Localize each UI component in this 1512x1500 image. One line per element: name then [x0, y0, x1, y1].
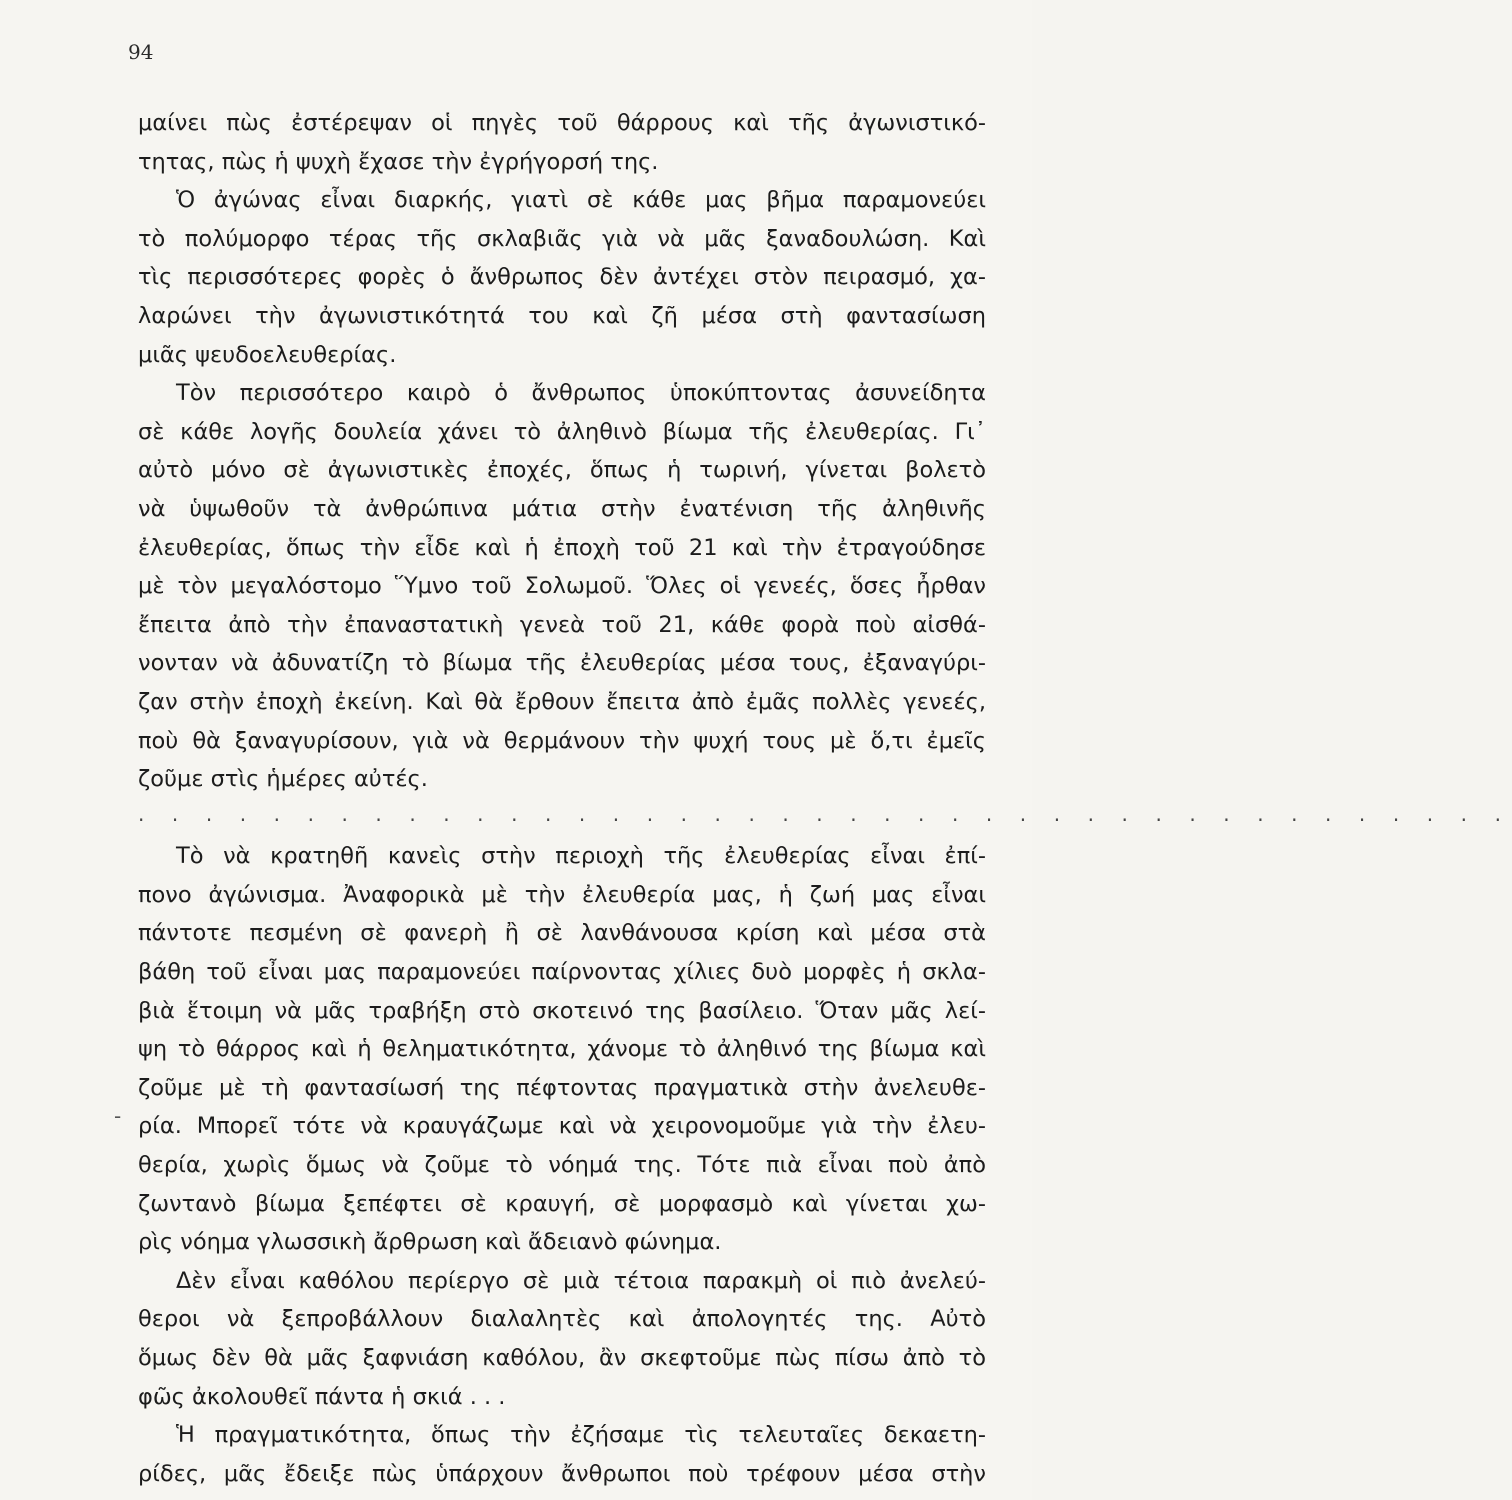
page-number: 94	[128, 40, 154, 64]
text-line: μιᾶς ψευδοελευθερίας.	[138, 341, 397, 368]
text-line: ψη τὸ θάρρος καὶ ἡ θεληματικότητα, χάνομε τὸ ἀληθινό της βίωμα καὶ	[138, 1036, 986, 1063]
text-line: ρὶς νόημα γλωσσικὴ ἄρθρωση καὶ ἄδειανὸ φώνημα.	[138, 1229, 722, 1256]
text-line: ρίδες, μᾶς ἔδειξε πὼς ὑπάρχουν ἄνθρωποι ποὺ τρέφουν μέσα στὴν	[138, 1460, 986, 1487]
text-line: νονταν νὰ ἀδυνατίζη τὸ βίωμα τῆς ἐλευθερίας μέσα τους, ἐξαναγύρι-	[138, 650, 986, 677]
text-line: πάντοτε πεσμένη σὲ φανερὴ ἢ σὲ λανθάνουσα κρίση καὶ μέσα στὰ	[138, 920, 986, 947]
text-line: ἐλευθερίας, ὅπως τὴν εἶδε καὶ ἡ ἐποχὴ τοῦ 21 καὶ τὴν ἐτραγούδησε	[138, 534, 986, 561]
text-line: βάθη τοῦ εἶναι μας παραμονεύει παίρνοντας χίλιες δυὸ μορφὲς ἡ σκλα-	[138, 959, 986, 986]
text-line: μαίνει πὼς ἐστέρεψαν οἱ πηγὲς τοῦ θάρρους καὶ τῆς ἀγωνιστικό-	[138, 110, 986, 136]
text-line: θεροι νὰ ξεπροβάλλουν διαλαλητὲς καὶ ἀπολογητές της. Αὐτὸ	[138, 1306, 986, 1333]
text-line: μὲ τὸν μεγαλόστομο Ὕμνο τοῦ Σολωμοῦ. Ὅλες οἱ γενεές, ὅσες ἦρθαν	[138, 573, 986, 600]
text-line: Δὲν εἶναι καθόλου περίεργο σὲ μιὰ τέτοια παρακμὴ οἱ πιὸ ἀνελεύ-	[176, 1267, 986, 1294]
text-line: ζοῦμε στὶς ἡμέρες αὐτές.	[138, 766, 428, 793]
text-line: Ἡ πραγματικότητα, ὅπως τὴν ἐζήσαμε τὶς τελευταῖες δεκαετη-	[176, 1422, 986, 1449]
text-line: νὰ ὑψωθοῦν τὰ ἀνθρώπινα μάτια στὴν ἐνατένιση τῆς ἀληθινῆς	[138, 495, 986, 522]
text-line: φῶς ἀκολουθεῖ πάντα ἡ σκιά . . .	[138, 1383, 506, 1410]
text-line: τὸ πολύμορφο τέρας τῆς σκλαβιᾶς γιὰ νὰ μᾶς ξαναδουλώση. Καὶ	[138, 225, 986, 252]
text-line: ποὺ θὰ ξαναγυρίσουν, γιὰ νὰ θερμάνουν τὴν ψυχή τους μὲ ὅ,τι ἐμεῖς	[138, 727, 986, 754]
text-line: ζωντανὸ βίωμα ξεπέφτει σὲ κραυγή, σὲ μορφασμὸ καὶ γίνεται χω-	[138, 1190, 986, 1217]
text-line: πονο ἀγώνισμα. Ἀναφορικὰ μὲ τὴν ἐλευθερία μας, ἡ ζωή μας εἶναι	[138, 881, 986, 908]
text-line: ζοῦμε μὲ τὴ φαντασίωσή της πέφτοντας πραγματικὰ στὴν ἀνελευθε-	[138, 1074, 986, 1101]
section-separator-dots: . . . . . . . . . . . . . . . . . . . . . . . . . . . . . . . . . . . . . . . . .	[138, 801, 1512, 826]
text-line: τὶς περισσότερες φορὲς ὁ ἄνθρωπος δὲν ἀντέχει στὸν πειρασμό, χα-	[138, 264, 986, 291]
text-line: Τὸ νὰ κρατηθῆ κανεὶς στὴν περιοχὴ τῆς ἐλευθερίας εἶναι ἐπί-	[176, 843, 986, 870]
text-line: λαρώνει τὴν ἀγωνιστικότητά του καὶ ζῆ μέσα στὴ φαντασίωση	[138, 302, 986, 329]
text-line: τητας, πὼς ἡ ψυχὴ ἔχασε τὴν ἐγρήγορσή της.	[138, 148, 659, 175]
text-line: ὅμως δὲν θὰ μᾶς ξαφνιάση καθόλου, ἂν σκεφτοῦμε πὼς πίσω ἀπὸ τὸ	[138, 1345, 986, 1371]
text-body	[138, 104, 1512, 1493]
text-line: ἔπειτα ἀπὸ τὴν ἐπαναστατικὴ γενεὰ τοῦ 21, κάθε φορὰ ποὺ αἰσθά-	[138, 611, 986, 638]
text-line: ρία. Μπορεῖ τότε νὰ κραυγάζωμε καὶ νὰ χειρονομοῦμε γιὰ τὴν ἐλευ-	[138, 1113, 986, 1140]
text-line: σὲ κάθε λογῆς δουλεία χάνει τὸ ἀληθινὸ βίωμα τῆς ἐλευθερίας. Γι᾽	[138, 418, 986, 445]
text-line: βιὰ ἕτοιμη νὰ μᾶς τραβήξη στὸ σκοτεινό της βασίλειο. Ὅταν μᾶς λεί-	[138, 997, 986, 1024]
text-line: Τὸν περισσότερο καιρὸ ὁ ἄνθρωπος ὑποκύπτοντας ἀσυνείδητα	[176, 380, 986, 407]
text-line: θερία, χωρὶς ὅμως νὰ ζοῦμε τὸ νόημά της. Τότε πιὰ εἶναι ποὺ ἀπὸ	[138, 1152, 986, 1179]
text-line: Ὁ ἀγώνας εἶναι διαρκής, γιατὶ σὲ κάθε μας βῆμα παραμονεύει	[176, 187, 986, 214]
text-line: αὐτὸ μόνο σὲ ἀγωνιστικὲς ἐποχές, ὅπως ἡ τωρινή, γίνεται βολετὸ	[138, 457, 986, 484]
text-line: ζαν στὴν ἐποχὴ ἐκείνη. Καὶ θὰ ἔρθουν ἔπειτα ἀπὸ ἐμᾶς πολλὲς γενεές,	[138, 688, 986, 715]
margin-mark: -	[114, 1104, 122, 1128]
